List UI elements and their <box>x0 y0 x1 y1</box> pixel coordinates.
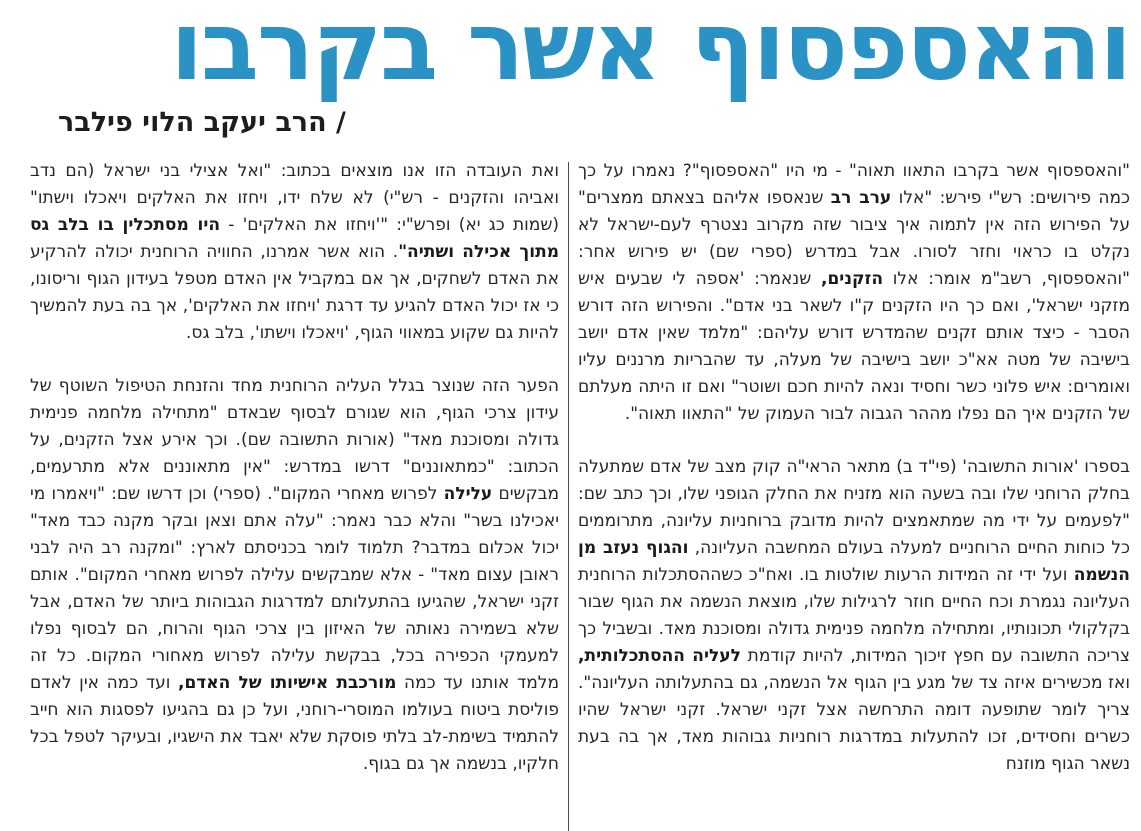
text-run: ואז מכשירים איזה צד של מגע בין הגוף אל הנשמה, גם בהתעלותה העליונה". צריך לומר שתופעה דומה התרחשה אצל זקני ישראל. זקני ישראל שהיו כשרים וחסידים, זכו <box>578 673 1130 748</box>
bold-text-run: היו מסתכלין בו בלב גס מתוך אכילה ושתיה" <box>30 215 559 263</box>
text-run: . הוא אשר אמרנו, החוויה הרוחנית יכולה להרקיע את האדם לשחקים, אך אם במקביל אין האדם מטפל בעידון הגוף וריסונו, כי אז יכול האדם להגיע עד דרגת 'ויחזו את האלקים', אך בה בעת להמשיך להיות גם שקוע במאווי הגוף, 'ויאכלו וישתו', בלב גס. <box>30 242 559 344</box>
text-run: הפער הזה שנוצר בגלל העליה הרוחנית מחד והזנחת הטיפול השוטף של עידון צרכי הגוף, הוא שגורם לבסוף שבאדם "מתחילה מלחמה פנימית גדולה ומסוכנת מאד" (אורות התשובה שם). וכך אירע אצל הזקנים, על הכתוב: "כמתאוננים" דרשו במדרש: "אין מתאוננים אלא מתרעמים, מבקשים <box>30 376 560 505</box>
column-left <box>30 158 559 831</box>
text-run: שנאספו אליהם בצאתם ממצרים" על הפירוש הזה אין לתמוה איך ציבור שזה מקרוב נצטרף לעם-ישראל לא נקלט בו כראוי וחזר לסורו. אבל במדרש (ספרי שם) יש פירוש אחר: "והאספסוף, רשב"מ אומר: אלו <box>578 188 1130 290</box>
bold-text-run: עלילה <box>443 484 493 505</box>
column-right <box>578 158 1130 831</box>
text-run: בספרו 'אורות התשובה' (פי"ד ב) מתאר הראי"ה קוק מצב של אדם שמתעלה בחלק הרוחני שלו ובה בשעה הוא מזניח את החלק הגופני שלו, וכך כתב שם: "לפעמים על ידי מה שמתאמצים להיות מדובק ברוחניות עליונה, מתרוממים כל כוחות החיים הרוחניים למעלה בעולם המחשבה העליונה, <box>578 457 1130 559</box>
bold-text-run: לעליה ההסתכלותית, <box>578 646 741 667</box>
bold-text-run: והגוף נעזב מן הנשמה <box>578 538 1130 586</box>
text-run: להתעלות במדרגות רוחניות גבוהות מאד, אך בה בעת נשאר הגוף מוזנח <box>578 727 1130 775</box>
paragraph <box>578 158 1130 428</box>
text-run: ועד כמה אין לאדם פוליסת ביטוח בעולמו המוסרי-רוחני, ועל כן גם בהגיעו לפסגות הוא חייב להתמיד בשימת-לב בלתי פוסקת שלא יאבד את הישגיו, ובעיקר לטפל בכל חלקיו, בנשמה אך גם בגוף. <box>30 673 559 775</box>
paragraph <box>30 373 559 778</box>
article-columns <box>30 158 1130 831</box>
text-run: ועל ידי זה המידות הרעות שולטות בו. ואח"כ כשההסתכלות הרוחנית העליונה נגמרת וכח החיים חוזר לרגילות שלו, מוצאת הנשמה את הגוף שבור בקלקולי תכונותיו, ומתחילה מלחמה פנימית גדולה ומסוכנת מאד. ובשביל כך צריכה התשובה עם חפץ זיכוך המידות, להיות קודמת <box>578 565 1130 667</box>
bold-text-run: מורכבת אישיותו של האדם, <box>177 673 397 694</box>
article-title: והאספסוף אשר בקרבו <box>170 0 1130 102</box>
paragraph <box>30 158 559 347</box>
text-run: "והאספסוף אשר בקרבו התאוו תאוה" - מי היו "האספסוף"? נאמרו על כך כמה פירושים: רש"י פירש: "אלו <box>578 161 1130 209</box>
bold-text-run: הזקנים, <box>821 269 884 290</box>
column-divider <box>568 162 569 831</box>
text-run: שנאמר: 'אספה לי שבעים איש מזקני ישראל', ואם כך היו הזקנים ק"ו לשאר בני אדם". והפירוש הזה דורש הסבר - כיצד אותם זקנים שהמדרש דורש עליהם: "מלמד שאין אדם יושב בישיבה של מטה אא"כ יושב בישיבה של מעלה, עד שהבריות מרננים עליו ואומרים: איש פלוני כשר וחסיד ונאה להיות חכם ושוטר" ואם זו היתה מעלתם של הזקנים איך הם נפלו מההר הגבוה לבור העמוק של "התאוו תאוה". <box>578 269 1130 425</box>
article-byline: / הרב יעקב הלוי פילבר <box>58 107 346 139</box>
paragraph <box>578 454 1130 778</box>
text-run: לפרוש מאחרי המקום". (ספרי) וכן דרשו שם: "ויאמרו מי יאכילנו בשר" והלא כבר נאמר: "עלה אתם וצאן ובקר מקנה כבד מאד" יכול אכלום במדבר? תלמוד לומר בכניסתם לארץ: "ומקנה רב היה לבני ראובן עצום מאד" - אלא שמבקשים עלילה לפרוש מאחרי המקום". אותם זקני ישראל, שהגיעו בהתעלותם למדרגות הגבוהות ביותר של האדם, אבל שלא בשמירה נאותה של האיזון בין צרכי הגוף והרוח, הם לבסוף נפלו למעמקי הכפירה בכל, בבקשת עלילה לפרוש מאחורי המקום. כל זה מלמד אותנו עד כמה <box>30 484 559 694</box>
text-run: ואת העובדה הזו אנו מוצאים בכתוב: "ואל אצילי בני ישראל (הם נדב ואביהו והזקנים - רש"י) לא שלח ידו, ויחזו את האלקים ויאכלו וישתו" (שמות כג יא) ופרש"י: "'ויחזו את האלקים' - <box>30 161 559 236</box>
bold-text-run: ערב רב <box>830 188 892 209</box>
